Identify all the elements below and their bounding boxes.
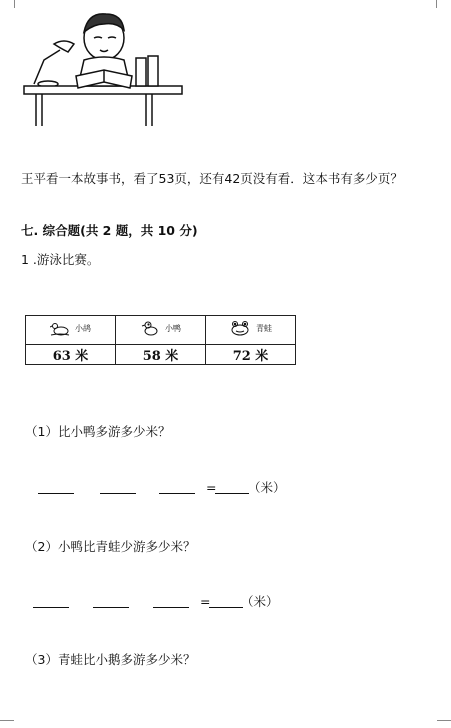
answer-blank[interactable] <box>93 595 129 608</box>
sub-question-1: （1）比小鸭多游多少米？ <box>25 424 171 439</box>
word-problem-text: 王平看一本故事书，看了53页，还有42页没有看．这本书有多少页？ <box>21 171 403 186</box>
value-cell-frog: 72 米 <box>206 345 296 365</box>
answer-row-2 <box>33 595 293 609</box>
corner-mark-bottom-right <box>437 712 451 721</box>
header-label-duck: 小鸭 <box>165 323 181 333</box>
answer-blank[interactable] <box>100 481 136 494</box>
header-label-frog: 青蛙 <box>256 323 272 333</box>
unit-label: （米） <box>241 594 279 609</box>
corner-mark-top-left <box>6 0 15 8</box>
section-heading: 七. 综合题(共 2 题，共 10 分) <box>21 223 198 238</box>
question-label: 1 .游泳比赛。 <box>21 252 100 267</box>
corner-mark-bottom-left <box>0 712 14 721</box>
header-label-goose: 小鸪 <box>75 324 91 333</box>
frog-icon <box>229 320 251 336</box>
answer-blank[interactable] <box>153 595 189 608</box>
value-cell-goose: 63 米 <box>26 345 116 365</box>
duck-icon <box>140 320 160 336</box>
boy-reading-at-desk-illustration <box>18 8 188 130</box>
answer-blank[interactable] <box>33 595 69 608</box>
header-cell-goose <box>26 316 116 345</box>
answer-blank[interactable] <box>159 481 195 494</box>
equals-sign: = <box>206 480 217 495</box>
answer-blank[interactable] <box>38 481 74 494</box>
answer-row-1 <box>38 481 298 495</box>
result-blank[interactable] <box>215 481 249 494</box>
result-blank[interactable] <box>209 595 243 608</box>
unit-label: （米） <box>248 480 286 495</box>
header-cell-frog <box>206 316 296 345</box>
corner-mark-top-right <box>436 0 445 8</box>
sub-question-3: （3）青蛙比小鹅多游多少米？ <box>25 652 196 667</box>
swim-race-table <box>25 315 296 365</box>
equals-sign: = <box>200 594 211 609</box>
goose-icon <box>50 322 70 336</box>
header-cell-duck <box>116 316 206 345</box>
sub-question-2: （2）小鸭比青蛙少游多少米？ <box>25 539 196 554</box>
value-cell-duck: 58 米 <box>116 345 206 365</box>
